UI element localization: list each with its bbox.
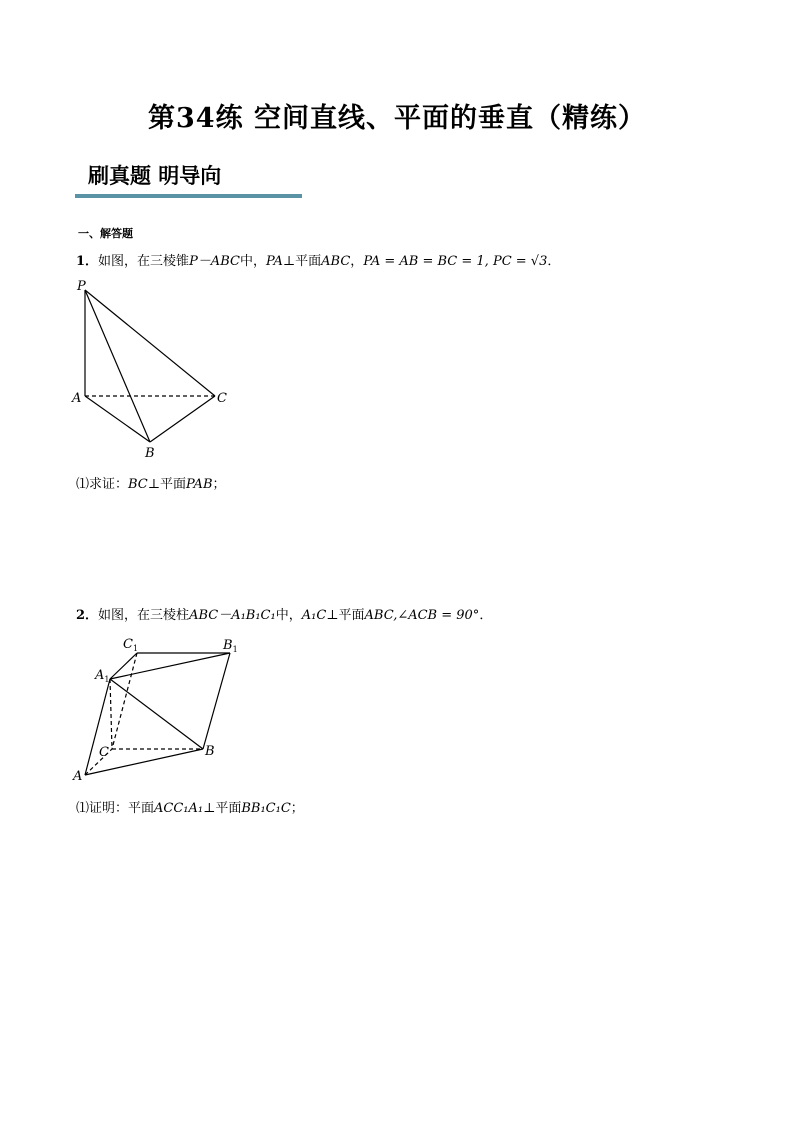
question-1-text — [76, 250, 560, 269]
q2-math-2: A₁C⊥ — [301, 608, 339, 623]
edge-a1c-hidden — [110, 679, 112, 749]
question-number: 2． — [76, 608, 99, 623]
q2-sub1-math-1: ACC₁A₁⊥ — [154, 801, 216, 816]
q2-sub1-text: 平面 — [215, 801, 242, 816]
question-2-part-1 — [76, 797, 304, 816]
section-title: 刷真题 明导向 — [88, 163, 222, 188]
edge-a1a — [85, 679, 110, 775]
q1-sub1-math-1: BC⊥ — [128, 477, 160, 492]
q1-text-1: 如图，在三棱锥 — [98, 254, 190, 269]
label-a: A — [72, 391, 82, 406]
label-p: P — [77, 279, 86, 294]
label-b: B — [145, 446, 155, 461]
label-c: C — [99, 745, 109, 760]
q2-sub1-end: ； — [290, 801, 304, 816]
q1-sub1-text: 平面 — [159, 477, 186, 492]
label-c: C — [217, 391, 227, 406]
edge-a1b1 — [110, 653, 230, 679]
q1-sub1-prefix: ⑴求证： — [76, 477, 129, 492]
q2-sub1-math-2: BB₁C₁C — [241, 801, 291, 816]
q2-text-3: 平面 — [338, 608, 365, 623]
q1-math-1: P－ABC — [189, 254, 240, 269]
page-title: 第34练 空间直线、平面的垂直（精练） — [148, 103, 646, 134]
q1-math-3: ABC — [321, 254, 351, 269]
question-number: 1． — [76, 254, 99, 269]
q2-text-1: 如图，在三棱柱 — [98, 608, 190, 623]
edge-b1b — [203, 653, 230, 749]
tetrahedron-figure — [65, 276, 245, 466]
label-a1: $A_1$ — [95, 668, 110, 684]
q2-text-2: 中， — [275, 608, 302, 623]
q1-text-5: ． — [547, 254, 561, 269]
q2-math-3: ABC,∠ACB = 90° — [364, 608, 480, 623]
q1-text-2: 中， — [239, 254, 266, 269]
prism-figure — [65, 632, 255, 787]
q1-math-4: PA = AB = BC = 1, PC = √3 — [363, 254, 548, 269]
q2-sub1-prefix: ⑴证明：平面 — [76, 801, 155, 816]
label-b: B — [205, 744, 215, 759]
question-2-text — [76, 604, 492, 623]
edge-c1c-hidden — [112, 653, 137, 749]
part-label: 一、解答题 — [78, 227, 133, 240]
q2-math-1: ABC－A₁B₁C₁ — [189, 608, 276, 623]
edge-bc — [150, 396, 215, 442]
label-c1: $C_1$ — [123, 637, 139, 653]
q2-text-4: ． — [479, 608, 493, 623]
q1-math-2: PA⊥ — [265, 254, 296, 269]
q1-sub1-end: ； — [212, 477, 226, 492]
q1-text-4: ， — [350, 254, 364, 269]
question-1-part-1 — [76, 473, 226, 492]
label-b1: $B_1$ — [223, 638, 238, 654]
edge-pc — [85, 290, 215, 396]
edge-a1b — [110, 679, 203, 749]
edge-a1c1 — [110, 653, 137, 679]
label-a: A — [73, 769, 83, 784]
q1-text-3: 平面 — [295, 254, 322, 269]
section-underline — [75, 194, 302, 198]
q1-sub1-math-2: PAB — [186, 477, 213, 492]
